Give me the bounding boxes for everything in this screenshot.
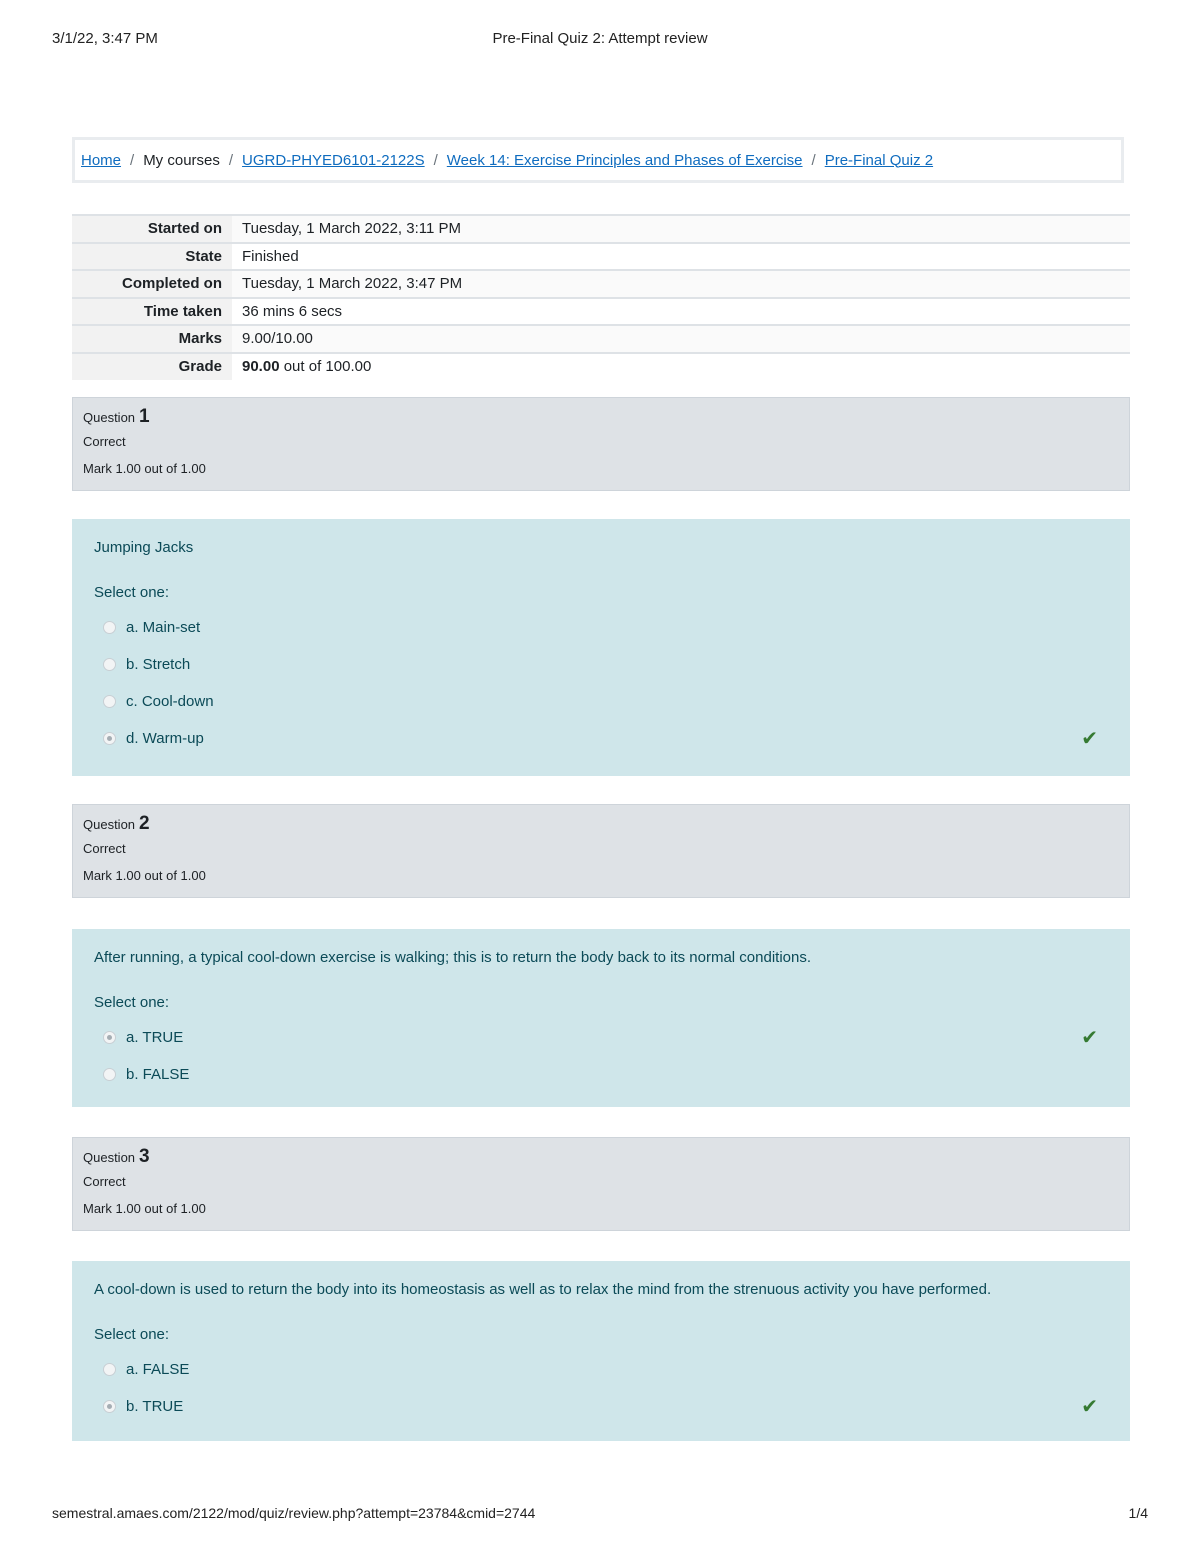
attempt-summary-table [72,214,1130,380]
breadcrumb [72,137,1124,183]
print-datetime: 3/1/22, 3:47 PM [52,30,158,47]
summary-label: Time taken [72,298,232,326]
question-content [72,1261,1130,1441]
summary-label: Marks [72,325,232,353]
summary-value: Tuesday, 1 March 2022, 3:11 PM [232,215,1130,243]
radio-button-checked[interactable] [103,1400,116,1413]
question-content [72,929,1130,1107]
summary-value [232,353,1130,381]
breadcrumb-quiz-link[interactable]: Pre-Final Quiz 2 [824,151,934,169]
radio-button[interactable] [103,621,116,634]
check-icon: ✔ [1081,728,1098,750]
answer-label: c. Cool-down [126,693,214,710]
question-text: After running, a typical cool-down exercise is walking; this is to return the body back to its normal conditions. [94,949,812,966]
radio-button-checked[interactable] [103,732,116,745]
breadcrumb-separator: / [811,151,816,169]
answer-option[interactable] [94,646,1108,683]
answer-label: d. Warm-up [126,730,204,747]
question-grade: Mark 1.00 out of 1.00 [83,1201,206,1216]
question-label: Question [83,817,136,832]
breadcrumb-home-link[interactable]: Home [81,151,122,169]
summary-label: Grade [72,353,232,381]
answer-label: b. Stretch [126,656,191,673]
question-content [72,519,1130,776]
breadcrumb-week-link[interactable]: Week 14: Exercise Principles and Phases of Exercise [446,151,803,169]
summary-value: Finished [232,243,1130,271]
radio-button[interactable] [103,1363,116,1376]
check-icon: ✔ [1081,1396,1098,1418]
breadcrumb-separator: / [228,151,234,169]
print-header [52,30,1148,50]
answer-label: a. Main-set [126,619,201,636]
breadcrumb-separator: / [433,151,438,169]
summary-value: Tuesday, 1 March 2022, 3:47 PM [232,270,1130,298]
question-state: Correct [83,434,126,449]
breadcrumb-course-link[interactable]: UGRD-PHYED6101-2122S [242,151,425,169]
question-info [72,804,1130,898]
select-one-prompt: Select one: [94,994,170,1011]
question-number [83,1146,1119,1168]
answer-option[interactable] [94,1351,1108,1388]
question-number-value: 3 [139,1146,150,1167]
question-text: Jumping Jacks [94,539,194,556]
summary-row [72,270,1130,298]
answer-label: b. FALSE [126,1066,190,1083]
question-state: Correct [83,841,126,856]
question-text: A cool-down is used to return the body into its homeostasis as well as to relax the mind from the strenuous activity you have performed. [94,1281,992,1298]
answer-label: b. TRUE [126,1398,184,1415]
radio-button[interactable] [103,658,116,671]
question-number [83,406,1119,428]
answer-option[interactable] [94,683,1108,720]
question-number [83,813,1119,835]
summary-value: 36 mins 6 secs [232,298,1130,326]
question-number-value: 1 [139,406,150,427]
breadcrumb-my-courses: My courses [143,151,220,169]
summary-label: Started on [72,215,232,243]
print-page-title: Pre-Final Quiz 2: Attempt review [492,30,708,47]
answer-option-selected[interactable] [94,1388,1108,1425]
question-info [72,1137,1130,1231]
answer-label: a. TRUE [126,1029,184,1046]
question-label: Question [83,1150,136,1165]
print-url: semestral.amaes.com/2122/mod/quiz/review.php?attempt=23784&cmid=2744 [52,1505,536,1521]
summary-row [72,298,1130,326]
summary-row [72,215,1130,243]
answer-option-selected[interactable] [94,1019,1108,1056]
grade-value: 90.00 [242,358,280,376]
answer-option[interactable] [94,609,1108,646]
question-grade: Mark 1.00 out of 1.00 [83,461,206,476]
radio-button[interactable] [103,695,116,708]
print-page-number: 1/4 [1128,1505,1148,1521]
question-info [72,397,1130,491]
breadcrumb-separator: / [130,151,135,169]
radio-button-checked[interactable] [103,1031,116,1044]
print-footer [52,1505,1148,1525]
summary-value: 9.00/10.00 [232,325,1130,353]
answer-option[interactable] [94,1056,1108,1093]
select-one-prompt: Select one: [94,1326,170,1343]
check-icon: ✔ [1081,1027,1098,1049]
question-grade: Mark 1.00 out of 1.00 [83,868,206,883]
summary-label: Completed on [72,270,232,298]
grade-suffix: out of 100.00 [283,358,372,376]
question-number-value: 2 [139,813,150,834]
question-state: Correct [83,1174,126,1189]
summary-row [72,353,1130,381]
summary-row [72,243,1130,271]
select-one-prompt: Select one: [94,584,170,601]
question-label: Question [83,410,136,425]
summary-label: State [72,243,232,271]
answer-option-selected[interactable] [94,720,1108,757]
summary-row [72,325,1130,353]
radio-button[interactable] [103,1068,116,1081]
answer-label: a. FALSE [126,1361,190,1378]
